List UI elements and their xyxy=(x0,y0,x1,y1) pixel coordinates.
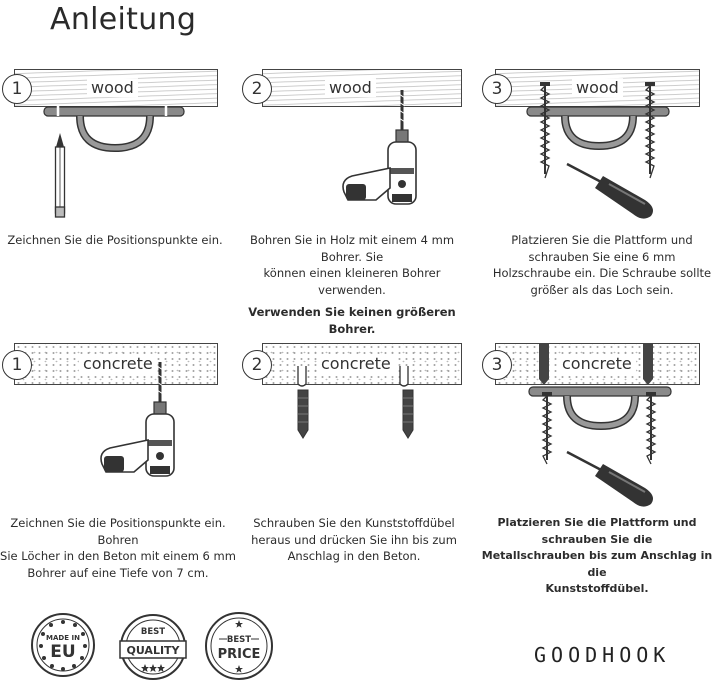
pencil-icon xyxy=(52,133,68,223)
concrete-slab-step3 xyxy=(495,343,700,385)
step-number-3: 3 xyxy=(482,74,512,104)
badge-main-text: QUALITY xyxy=(126,644,180,657)
caption-line: Sie Löcher in den Beton mit einem 6 mm xyxy=(0,549,236,563)
caption-line: Anschlag in den Beton. xyxy=(287,549,421,563)
caption-line: Platzieren Sie die Plattform und schrauben Sie die xyxy=(497,516,697,546)
caption-line: Bohrer auf eine Tiefe von 7 cm. xyxy=(27,565,209,580)
step-number-2: 2 xyxy=(242,74,272,104)
plank-label: wood xyxy=(87,78,138,97)
caption-line: Zeichnen Sie die Positionspunkte ein. xyxy=(7,233,223,247)
step-caption xyxy=(240,515,468,565)
caption-line: Kunststoffdübel. xyxy=(545,582,649,595)
wall-plug-icon xyxy=(401,390,415,440)
caption-line: können einen kleineren Bohrer verwenden. xyxy=(263,266,441,297)
badge-top-text: BEST xyxy=(140,627,166,637)
caption-warning: Verwenden Sie keinen größeren Bohrer. xyxy=(248,305,456,336)
drill-hole-icon xyxy=(296,366,416,388)
screw-icon xyxy=(538,82,552,182)
plank-label: concrete xyxy=(558,354,636,373)
best-price-badge xyxy=(203,610,275,682)
step-number-1: 1 xyxy=(2,350,32,380)
step-caption xyxy=(474,515,720,598)
step-number-2: 2 xyxy=(242,350,272,380)
plank-label: wood xyxy=(572,78,623,97)
wall-plug-icon xyxy=(537,343,551,387)
wood-plank-step3 xyxy=(495,69,700,107)
caption-line: Platzieren Sie die Plattform und xyxy=(511,233,693,247)
step-number-1: 1 xyxy=(2,74,32,104)
badge-main-text: EU xyxy=(50,642,76,662)
caption-line: Schrauben Sie den Kunststoffdübel xyxy=(253,516,455,530)
drill-icon xyxy=(340,88,430,218)
drill-icon xyxy=(98,360,188,492)
plank-label: concrete xyxy=(317,354,395,373)
step-caption xyxy=(0,515,236,581)
caption-line: Holzschraube ein. Die Schraube sollte xyxy=(492,266,712,280)
badge-top-text: BEST xyxy=(226,635,252,645)
wall-plug-icon xyxy=(296,390,310,440)
caption-line: heraus und drücken Sie ihn bis zum xyxy=(251,532,457,547)
brand-logo: GOODHOOK xyxy=(534,643,671,667)
plank-label: concrete xyxy=(79,354,157,373)
step-caption xyxy=(236,232,468,337)
caption-line: Bohren Sie in Holz mit einem 4 mm Bohrer. Sie xyxy=(249,233,455,264)
caption-line: Metallschrauben bis zum Anschlag in die xyxy=(481,549,713,579)
screw-icon xyxy=(540,392,554,468)
best-quality-badge xyxy=(118,612,188,682)
plank-label: wood xyxy=(325,78,376,97)
step-number-3: 3 xyxy=(482,350,512,380)
caption-line: schrauben Sie eine 6 mm xyxy=(528,249,676,264)
page-title: Anleitung xyxy=(50,2,197,37)
step-caption xyxy=(484,232,720,298)
made-in-eu-badge xyxy=(30,612,96,678)
wood-plank-step1 xyxy=(14,69,218,107)
wall-plug-icon xyxy=(641,343,655,387)
badge-main-text: PRICE xyxy=(217,647,261,662)
screwdriver-icon xyxy=(565,448,665,506)
badge-top-text: MADE IN xyxy=(46,634,80,642)
caption-line: Zeichnen Sie die Positionspunkte ein. Bohren xyxy=(10,516,226,547)
screwdriver-icon xyxy=(565,160,665,220)
caption-line: größer als das Loch sein. xyxy=(530,282,674,297)
step-caption xyxy=(0,232,230,249)
